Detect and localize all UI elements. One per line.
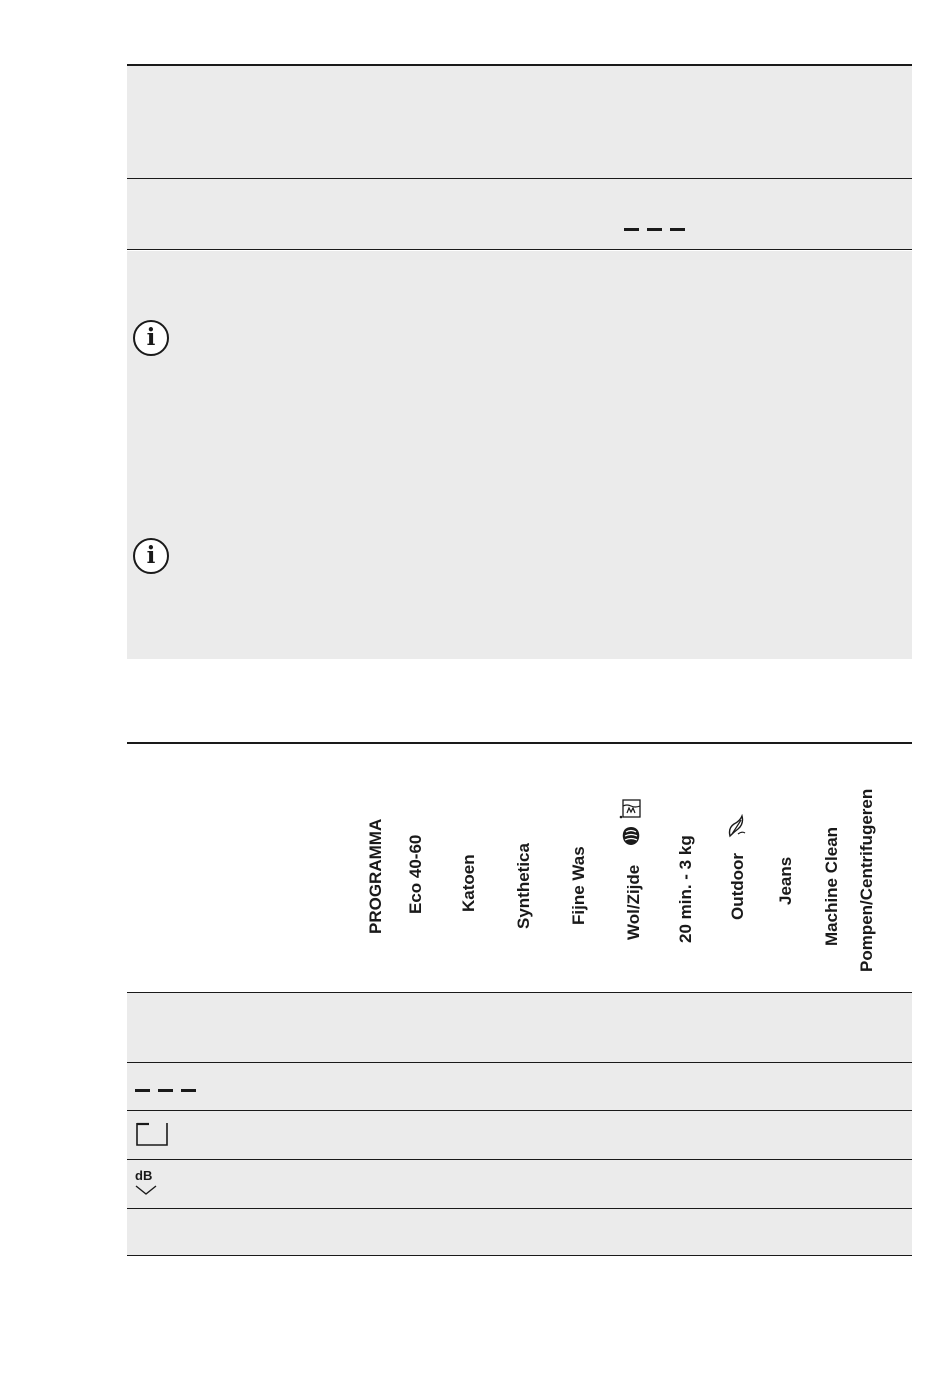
db-label: dB: [135, 1168, 153, 1183]
db-down-icon: [135, 1169, 161, 1197]
program-table-row: [127, 1111, 912, 1159]
program-20-min-3-kg: 20 min. - 3 kg: [676, 835, 695, 943]
program-jeans: Jeans: [776, 856, 795, 905]
program-table-row: [127, 1209, 912, 1255]
program-fijne-was: Fijne Was: [569, 846, 588, 925]
program-table-bottom-rule: [127, 1255, 912, 1256]
hand-wash-icon: [619, 797, 643, 821]
program-eco-40-60: Eco 40-60: [406, 834, 425, 914]
woolmark-icon: [620, 824, 642, 848]
program-table-row: [127, 993, 912, 1062]
dash-triple-icon: [624, 228, 685, 231]
top-table-row-1: [127, 66, 912, 178]
program-pompen-centrifugeren: Pompen/Centrifugeren: [857, 788, 876, 972]
info-icon: i: [133, 320, 169, 356]
program-outdoor: Outdoor: [728, 852, 747, 920]
program-table-row: [127, 1063, 912, 1110]
program-katoen: Katoen: [459, 854, 478, 912]
program-synthetica: Synthetica: [514, 843, 533, 929]
notes-panel: [127, 251, 912, 659]
outdoor-icon: [724, 814, 748, 840]
dash-triple-icon: [135, 1089, 196, 1092]
top-table-row-2: [127, 179, 912, 249]
info-icon: i: [133, 538, 169, 574]
program-table-row: [127, 1160, 912, 1208]
program-machine-clean: Machine Clean: [822, 826, 841, 946]
top-table-bottom-rule: [127, 249, 912, 250]
program-wol-zijde: Wol/Zijde: [624, 864, 643, 940]
tray-icon: [135, 1121, 169, 1147]
program-header-label: PROGRAMMA: [366, 818, 385, 934]
